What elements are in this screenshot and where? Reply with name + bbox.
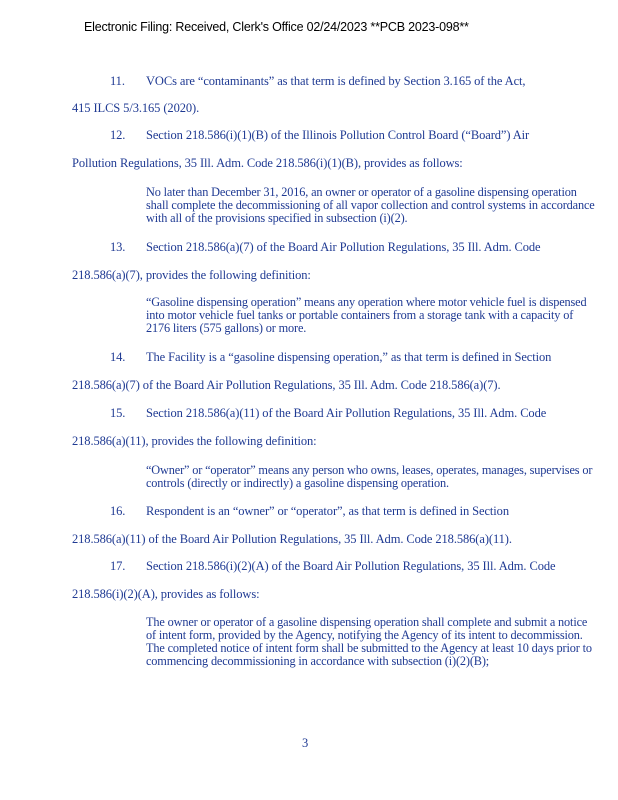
paragraph-11-continuation: 415 ILCS 5/3.165 (2020). xyxy=(72,101,200,115)
paragraph-16-continuation: 218.586(a)(11) of the Board Air Pollution Regulations, 35 Ill. Adm. Code 218.586(a)(11). xyxy=(72,532,512,546)
block-quote-4: The owner or operator of a gasoline dispensing operation shall complete and submit a notice of intent form, provided by the Agency, notifying the Agency of its intent to decommission. The completed notice of intent form shall be submitted to the Agency at least 10 days prior to commencing decommissioning in accordance with subsection (i)(2)(B); xyxy=(146,615,592,668)
filing-header: Electronic Filing: Received, Clerk's Office 02/24/2023 **PCB 2023-098** xyxy=(84,20,469,34)
paragraph-number: 17. xyxy=(110,559,126,573)
block-quote-2: “Gasoline dispensing operation” means any operation where motor vehicle fuel is dispensed into motor vehicle fuel tanks or portable containers from a storage tank with a capacity of 2176 liters (575 gallons) or more. xyxy=(146,295,587,335)
paragraph-text: Section 218.586(a)(7) of the Board Air Pollution Regulations, 35 Ill. Adm. Code xyxy=(146,240,541,254)
paragraph-text: VOCs are “contaminants” as that term is defined by Section 3.165 of the Act, xyxy=(146,74,526,88)
page-number: 3 xyxy=(302,736,309,750)
paragraph-number: 15. xyxy=(110,406,126,420)
paragraph-number: 11. xyxy=(110,74,125,88)
paragraph-number: 12. xyxy=(110,128,126,142)
paragraph-text: Section 218.586(a)(11) of the Board Air Pollution Regulations, 35 Ill. Adm. Code xyxy=(146,406,547,420)
paragraph-text: Respondent is an “owner” or “operator”, as that term is defined in Section xyxy=(146,504,509,518)
paragraph-14-continuation: 218.586(a)(7) of the Board Air Pollution Regulations, 35 Ill. Adm. Code 218.586(a)(7). xyxy=(72,378,501,392)
block-quote-3: “Owner” or “operator” means any person who owns, leases, operates, manages, supervises or controls (directly or indirectly) a gasoline dispensing operation. xyxy=(146,463,593,490)
paragraph-number: 16. xyxy=(110,504,126,518)
paragraph-text: The Facility is a “gasoline dispensing operation,” as that term is defined in Section xyxy=(146,350,552,364)
paragraph-12-continuation: Pollution Regulations, 35 Ill. Adm. Code 218.586(i)(1)(B), provides as follows: xyxy=(72,156,463,170)
paragraph-text: Section 218.586(i)(2)(A) of the Board Air Pollution Regulations, 35 Ill. Adm. Code xyxy=(146,559,556,573)
paragraph-text: Section 218.586(i)(1)(B) of the Illinois Pollution Control Board (“Board”) Air xyxy=(146,128,530,142)
paragraph-15-continuation: 218.586(a)(11), provides the following definition: xyxy=(72,434,317,448)
paragraph-17-continuation: 218.586(i)(2)(A), provides as follows: xyxy=(72,587,260,601)
paragraph-number: 14. xyxy=(110,350,126,364)
paragraph-13-continuation: 218.586(a)(7), provides the following definition: xyxy=(72,268,311,282)
block-quote-1: No later than December 31, 2016, an owner or operator of a gasoline dispensing operation shall complete the decommissioning of all vapor collection and control systems in accordance with all of the provisions specified in subsection (i)(2). xyxy=(146,185,595,225)
paragraph-number: 13. xyxy=(110,240,126,254)
